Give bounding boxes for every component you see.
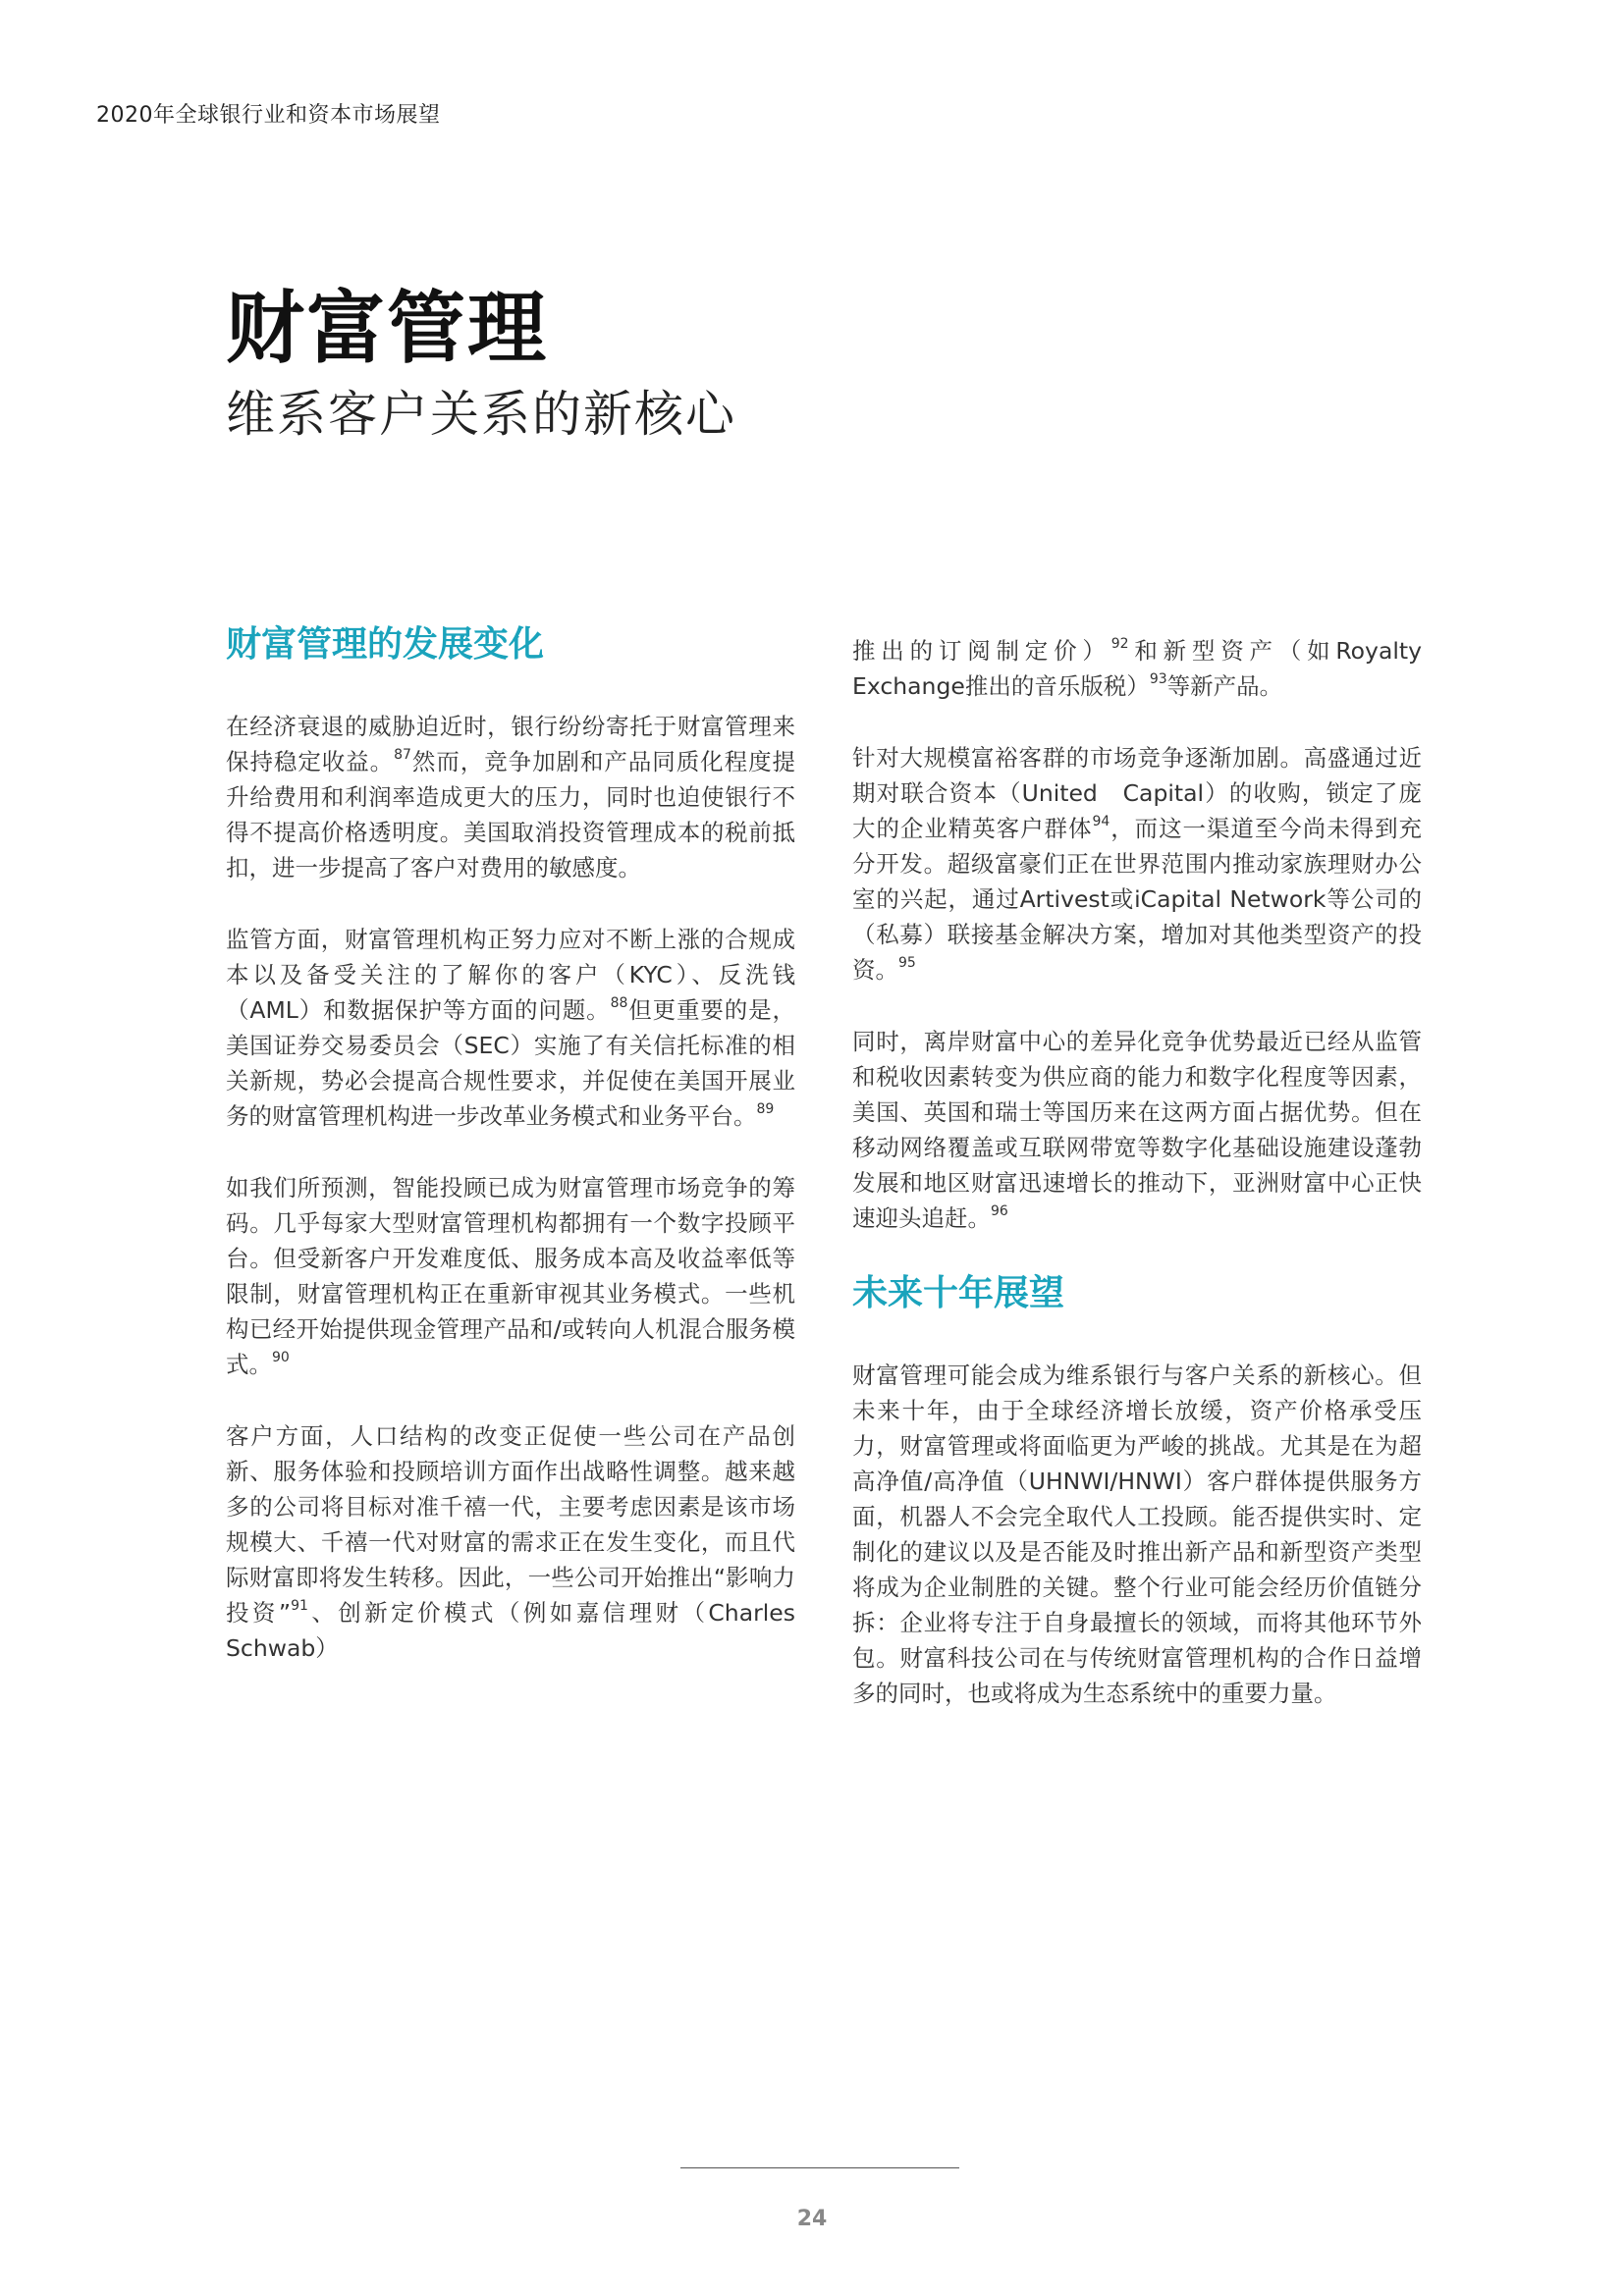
paragraph-text: 等新产品。 (1166, 672, 1283, 700)
left-column (226, 623, 819, 1702)
paragraph (852, 1358, 1422, 1711)
footnote-ref: 91 (291, 1598, 308, 1615)
paragraph (226, 1418, 819, 1666)
section-heading-outlook: 未来十年展望 (852, 1273, 1065, 1313)
paragraph-text: 财富管理可能会成为维系银行与客户关系的新核心。但未来十年，由于全球经济增长放缓，资产价格承受压力，财富管理或将面临更为严峻的挑战。尤其是在为超高净值/高净值（UHNWI/HNWI）客户群体提供服务方面，机器人不会完全取代人工投顾。能否提供实时、定制化的建议以及是否能及时推出新产品和新型资产类型将成为企业制胜的关键。整个行业可能会经历价值链分拆：企业将专注于自身最擅长的领域，而将其他环节外包。财富科技公司在与传统财富管理机构的合作日益增多的同时，也或将成为生态系统中的重要力量。 (852, 1362, 1422, 1708)
footnote-ref: 93 (1149, 671, 1167, 688)
footnote-ref: 89 (756, 1101, 775, 1118)
footnote-ref: 92 (1110, 636, 1129, 653)
footnote-ref: 90 (272, 1350, 290, 1366)
running-header: 2020年全球银行业和资本市场展望 (96, 103, 441, 128)
page-number: 24 (796, 2207, 828, 2231)
page-title: 财富管理 (226, 283, 548, 374)
paragraph-text: 然而，竞争加剧和产品同质化程度提升给费用和利润率造成更大的压力，同时也迫使银行不得不提高价格透明度。美国取消投资管理成本的税前抵扣，进一步提高了客户对费用的敏感度。 (226, 748, 796, 882)
paragraph-text: 如我们所预测，智能投顾已成为财富管理市场竞争的筹码。几乎每家大型财富管理机构都拥有一个数字投顾平台。但受新客户开发难度低、服务成本高及收益率低等限制，财富管理机构正在重新审视其业务模式。一些机构已经开始提供现金管理产品和/或转向人机混合服务模式。 (226, 1174, 795, 1379)
paragraph-text: 同时，离岸财富中心的差异化竞争优势最近已经从监管和税收因素转变为供应商的能力和数字化程度等因素，美国、英国和瑞士等国历来在这两方面占据优势。但在移动网络覆盖或互联网带宽等数字化基础设施建设蓬勃发展和地区财富迅速增长的推动下，亚洲财富中心正快速迎头追赶。 (852, 1028, 1422, 1232)
paragraph-text: 在经济衰退的威胁迫近时，银行纷纷寄托于财富管理来保持稳定收益。 (226, 713, 795, 776)
title-block (226, 283, 736, 443)
left-paragraphs (226, 709, 819, 1666)
right-column (852, 633, 1422, 1747)
paragraph (852, 740, 1422, 988)
paragraph (852, 1024, 1422, 1236)
paragraph (226, 1170, 795, 1382)
paragraph (852, 633, 1422, 704)
section-heading-evolution: 财富管理的发展变化 (226, 624, 545, 665)
paragraph-text: 监管方面，财富管理机构正努力应对不断上涨的合规成本以及备受关注的了解你的客户（KYC）、反洗钱（AML）和数据保护等方面的问题。 (226, 926, 795, 1025)
footnote-ref: 96 (991, 1203, 1008, 1220)
paragraph (226, 709, 795, 885)
footnote-ref: 87 (394, 747, 411, 764)
paragraph-text: 、创新定价模式（例如嘉信理财（Charles Schwab） (226, 1599, 819, 1663)
footer-divider (680, 2167, 959, 2168)
paragraph-text: ，而这一渠道至今尚未得到充分开发。超级富豪们正在世界范围内推动家族理财办公室的兴起，通过Artivest或iCapital Network等公司的（私募）联接基金解决方案，增加对其他类型资产的投资。 (852, 815, 1423, 984)
right-paragraphs-top (852, 633, 1422, 1236)
paragraph-text: 但更重要的是，美国证券交易委员会（SEC）实施了有关信托标准的相关新规，势必会提高合规性要求，并促使在美国开展业务的财富管理机构进一步改革业务模式和业务平台。 (226, 996, 796, 1131)
paragraph (226, 922, 795, 1134)
paragraph-text: 针对大规模富裕客群的市场竞争逐渐加剧。高盛通过近期对联合资本（United Capital）的收购，锁定了庞大的企业精英客户群体 (852, 744, 1422, 842)
right-paragraphs-bottom (852, 1358, 1422, 1711)
paragraph-text: 推出的订阅制定价） (852, 637, 1111, 665)
paragraph-text: 和新型资产（如Royalty Exchange推出的音乐版税） (852, 637, 1423, 700)
footnote-ref: 88 (610, 995, 628, 1012)
page-subtitle: 维系客户关系的新核心 (226, 386, 736, 443)
footnote-ref: 95 (898, 955, 916, 972)
footnote-ref: 94 (1092, 814, 1110, 830)
paragraph-text: 客户方面，人口结构的改变正促使一些公司在产品创新、服务体验和投顾培训方面作出战略性调整。越来越多的公司将目标对准千禧一代，主要考虑因素是该市场规模大、千禧一代对财富的需求正在发生变化，而且代际财富即将发生转移。因此，一些公司开始推出“影响力投资” (226, 1422, 795, 1628)
